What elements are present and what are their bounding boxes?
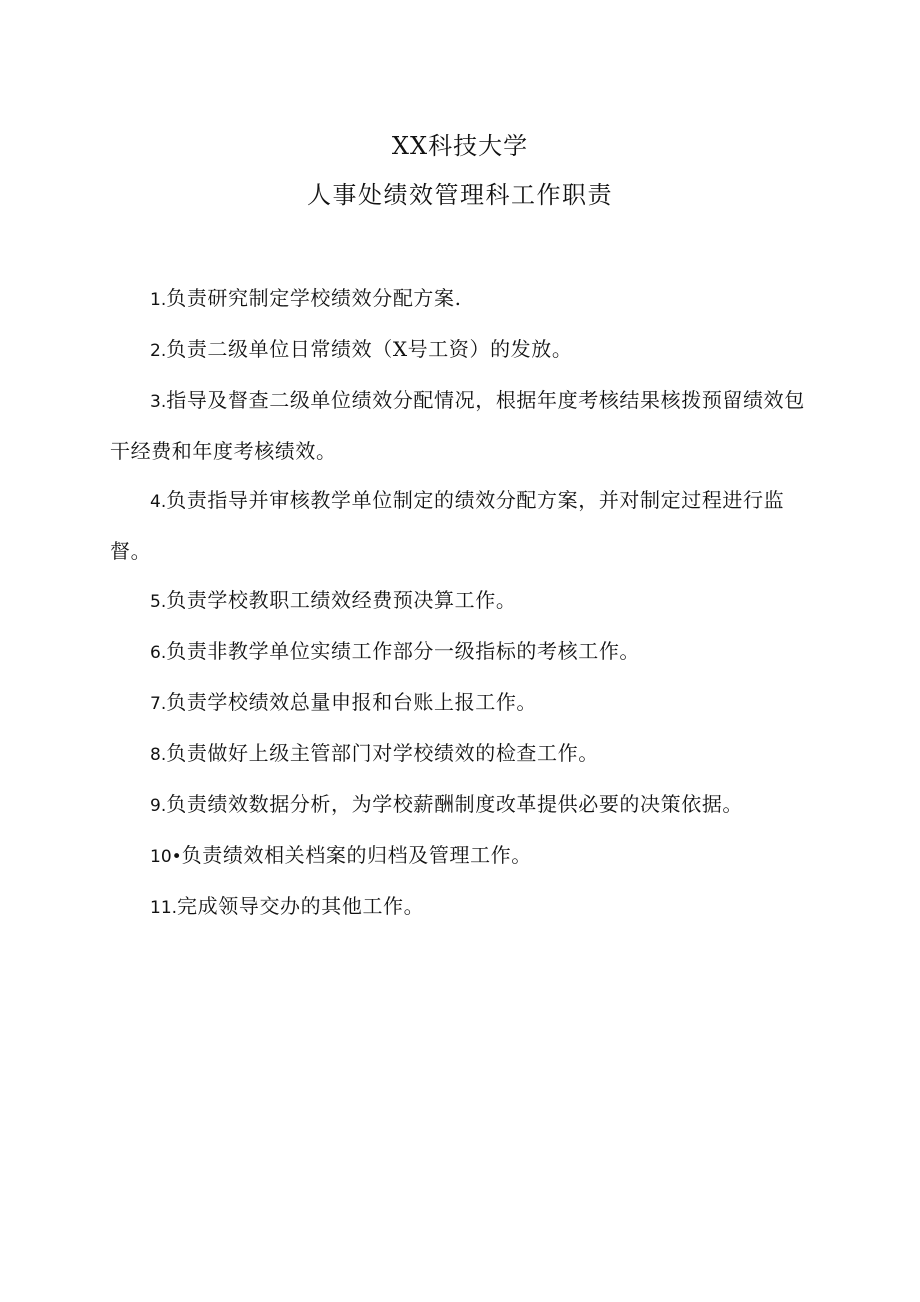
duty-item-8 — [110, 729, 820, 780]
duty-text: 负责绩效数据分析，为学校薪酬制度改革提供必要的决策依据。 — [166, 792, 744, 816]
duty-item-10 — [110, 831, 820, 882]
duty-number: 8. — [150, 745, 167, 765]
duty-number: 9. — [150, 796, 167, 816]
duty-item-9 — [110, 780, 820, 831]
duty-text: 负责研究制定学校绩效分配方案. — [166, 286, 462, 310]
duty-number: 11. — [150, 898, 178, 918]
duty-text: 负责指导并审核教学单位制定的绩效分配方案，并对制定过程进行监督。 — [110, 488, 785, 563]
duty-number: 5. — [150, 592, 167, 612]
university-title: XX科技大学 — [391, 132, 529, 160]
duty-item-3 — [110, 376, 820, 476]
document-title: 人事处绩效管理科工作职责 — [307, 181, 613, 209]
duty-text: 负责绩效相关档案的归档及管理工作。 — [181, 843, 532, 867]
duty-item-6 — [110, 627, 820, 678]
duty-text: 负责学校绩效总量申报和台账上报工作。 — [166, 690, 538, 714]
duty-item-11 — [110, 882, 820, 933]
duty-number: 3. — [150, 392, 167, 412]
duty-number: 1. — [150, 290, 167, 310]
duty-text: 负责二级单位日常绩效（X号工资）的发放。 — [166, 337, 573, 361]
duty-number: 10• — [150, 847, 182, 867]
duty-text: 负责学校教职工绩效经费预决算工作。 — [166, 588, 517, 612]
duty-text: 指导及督查二级单位绩效分配情况，根据年度考核结果核拨预留绩效包干经费和年度考核绩效。 — [110, 388, 805, 463]
duty-number: 2. — [150, 341, 167, 361]
duty-list — [110, 274, 820, 933]
duty-text: 负责非教学单位实绩工作部分一级指标的考核工作。 — [166, 639, 641, 663]
duty-item-4 — [110, 476, 820, 576]
duty-text: 完成领导交办的其他工作。 — [177, 894, 425, 918]
duty-item-5 — [110, 576, 820, 627]
duty-item-1 — [110, 274, 820, 325]
duty-text: 负责做好上级主管部门对学校绩效的检查工作。 — [166, 741, 599, 765]
duty-item-7 — [110, 678, 820, 729]
duty-number: 4. — [150, 492, 167, 512]
duty-number: 6. — [150, 643, 167, 663]
duty-number: 7. — [150, 694, 167, 714]
duty-item-2 — [110, 325, 820, 376]
